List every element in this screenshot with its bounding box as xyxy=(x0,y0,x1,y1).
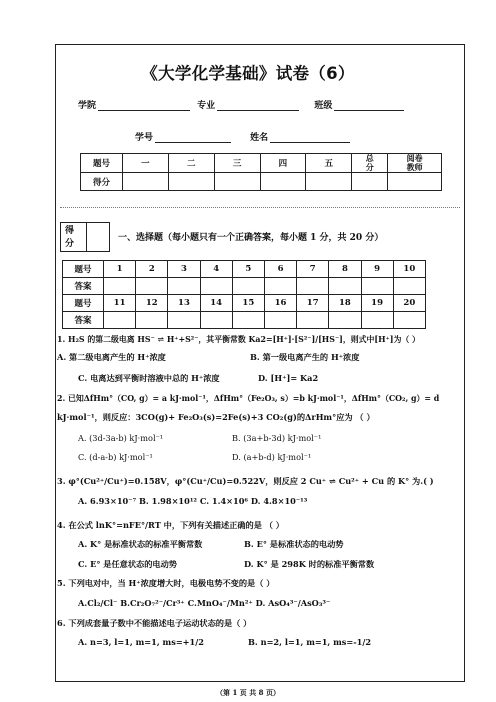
question-2: 2. 已知ΔfHm°（CO, g）= a kJ·mol⁻¹，ΔfHm°（Fe₂O₃, s）=b kJ·mol⁻¹，ΔfHm°（CO₂, g）= d xyxy=(57,394,440,403)
answer-cell[interactable] xyxy=(361,312,393,329)
question-1-option-a: A. 第二级电离产生的 H⁺浓度 xyxy=(57,352,166,362)
question-3-options: A. 6.93×10⁻⁷ B. 1.98×10¹² C. 1.4×10⁶ D. 4.8×10⁻¹³ xyxy=(78,496,308,506)
score-header-cell: 题号 xyxy=(81,154,123,173)
answer-number: 18 xyxy=(329,295,361,312)
answer-number: 19 xyxy=(361,295,393,312)
score-table xyxy=(80,153,442,191)
section-title: 一、选择题（每小题只有一个正确答案，每小题 1 分，共 20 分） xyxy=(118,233,384,243)
answer-row-label: 答案 xyxy=(63,278,104,295)
question-4-option-d: D. K° 是 298K 时的标准平衡常数 xyxy=(244,559,375,569)
answer-row-label: 题号 xyxy=(63,261,104,278)
answer-cell[interactable] xyxy=(297,278,329,295)
answer-number: 5 xyxy=(232,261,264,278)
answer-cell[interactable] xyxy=(393,278,425,295)
answer-cell[interactable] xyxy=(393,312,425,329)
score-cell[interactable] xyxy=(352,173,388,191)
answer-cell[interactable] xyxy=(232,312,264,329)
section-score-divider xyxy=(86,223,87,251)
question-4-option-b: B. E° 是标准状态的电动势 xyxy=(244,539,344,549)
answer-number: 8 xyxy=(329,261,361,278)
section-score-box xyxy=(60,222,110,252)
question-4-option-a: A. K° 是标准状态的标准平衡常数 xyxy=(78,539,203,549)
section-score-label: 得 分 xyxy=(65,226,75,249)
major-field[interactable] xyxy=(217,100,299,111)
answer-fill-row xyxy=(63,312,426,329)
answer-number: 6 xyxy=(264,261,296,278)
score-cell[interactable] xyxy=(306,173,352,191)
answer-cell[interactable] xyxy=(136,312,168,329)
answer-cell[interactable] xyxy=(136,278,168,295)
answer-row-label: 题号 xyxy=(63,295,104,312)
answer-cell[interactable] xyxy=(200,312,232,329)
page-footer: （第 1 页 共 8 页） xyxy=(216,688,280,697)
score-header-cell: 总 分 xyxy=(352,154,388,173)
student-id-field[interactable] xyxy=(155,132,231,143)
answer-cell[interactable] xyxy=(168,278,200,295)
answer-cell[interactable] xyxy=(232,278,264,295)
question-1-option-b: B. 第一级电离产生的 H⁺浓度 xyxy=(250,352,360,362)
major-label: 专业 xyxy=(197,101,216,111)
score-cell[interactable] xyxy=(122,173,168,191)
answer-fill-row xyxy=(63,278,426,295)
student-id-label: 学号 xyxy=(135,133,154,143)
question-4: 4. 在公式 lnK°=nFE°/RT 中，下列有关描述正确的是 （ ） xyxy=(57,520,284,530)
answer-number: 17 xyxy=(297,295,329,312)
question-2-option-d: D. (a+b-d) kJ·mol⁻¹ xyxy=(232,452,312,462)
question-2-option-a: A. (3d-3a-b) kJ·mol⁻¹ xyxy=(78,433,164,443)
answer-number: 20 xyxy=(393,295,425,312)
answer-row-label: 答案 xyxy=(63,312,104,329)
question-6-option-a: A. n=3, l=1, m=1, ms=+1/2 xyxy=(78,637,204,647)
question-2-option-b: B. (3a+b-3d) kJ·mol⁻¹ xyxy=(232,433,322,443)
score-cell[interactable] xyxy=(388,173,442,191)
answer-number-row xyxy=(63,295,426,312)
class-field[interactable] xyxy=(334,100,404,111)
class-label: 班级 xyxy=(314,101,333,111)
score-cell[interactable] xyxy=(260,173,306,191)
answer-number: 10 xyxy=(393,261,425,278)
question-4-option-c: C. E° 是任意状态的电动势 xyxy=(78,559,177,569)
score-header-row xyxy=(81,154,442,173)
answer-number: 9 xyxy=(361,261,393,278)
question-2-option-c: C. (d-a-b) kJ·mol⁻¹ xyxy=(78,452,153,462)
answer-number: 1 xyxy=(104,261,136,278)
answer-number: 13 xyxy=(168,295,200,312)
question-6: 6. 下列成套量子数中不能描述电子运动状态的是（ ） xyxy=(57,618,252,628)
college-field[interactable] xyxy=(98,100,190,111)
answer-cell[interactable] xyxy=(329,312,361,329)
question-5-options: A.Cl₂/Cl⁻ B.Cr₂O₇²⁻/Cr³⁺ C.MnO₄⁻/Mn²⁺ D. AsO₄³⁻/AsO₃³⁻ xyxy=(78,598,331,608)
answer-number: 15 xyxy=(232,295,264,312)
score-header-cell: 二 xyxy=(168,154,214,173)
score-header-cell: 四 xyxy=(260,154,306,173)
answer-cell[interactable] xyxy=(264,312,296,329)
answer-cell[interactable] xyxy=(361,278,393,295)
question-1-option-d: D. [H⁺]= Ka2 xyxy=(258,373,319,383)
answer-number: 14 xyxy=(200,295,232,312)
score-cell[interactable] xyxy=(168,173,214,191)
answer-cell[interactable] xyxy=(168,312,200,329)
exam-title: 《大学化学基础》试卷（6） xyxy=(141,64,355,83)
question-3: 3. φ°(Cu²⁺/Cu⁺)=0.158V，φ°(Cu⁺/Cu)=0.522V，则反应 2 Cu⁺ ⇌ Cu²⁺ + Cu 的 K° 为.( ) xyxy=(57,476,434,486)
name-field[interactable] xyxy=(270,132,350,143)
answer-number: 3 xyxy=(168,261,200,278)
score-value-row xyxy=(81,173,442,191)
name-label: 姓名 xyxy=(250,133,269,143)
score-row-label: 得分 xyxy=(81,173,123,191)
answer-number: 12 xyxy=(136,295,168,312)
answer-number-row xyxy=(63,261,426,278)
answer-number: 4 xyxy=(200,261,232,278)
question-5: 5. 下列电对中，当 H⁺浓度增大时，电极电势不变的是（ ） xyxy=(57,578,275,588)
answer-number: 11 xyxy=(104,295,136,312)
info-row-1 xyxy=(78,98,408,111)
answer-table xyxy=(62,260,426,329)
answer-cell[interactable] xyxy=(329,278,361,295)
answer-number: 2 xyxy=(136,261,168,278)
answer-cell[interactable] xyxy=(200,278,232,295)
dotted-divider xyxy=(60,207,460,208)
question-1: 1. H₂S 的第二级电离 HS⁻ ⇌ H⁺+S²⁻，其平衡常数 Ka2=[H⁺]·[S²⁻]/[HS⁻]，则式中[H⁺]为（ ） xyxy=(57,335,420,344)
answer-cell[interactable] xyxy=(104,278,136,295)
score-cell[interactable] xyxy=(214,173,260,191)
score-header-cell: 一 xyxy=(122,154,168,173)
info-row-2 xyxy=(135,130,354,143)
answer-cell[interactable] xyxy=(297,312,329,329)
question-2-continued: kJ·mol⁻¹，则反应：3CO(g)+ Fe₂O₃(s)=2Fe(s)+3 CO₂(g)的ΔrHm°应为 （ ） xyxy=(57,412,375,422)
answer-cell[interactable] xyxy=(264,278,296,295)
question-1-option-c: C. 电离达到平衡时溶液中总的 H⁺浓度 xyxy=(78,373,220,383)
score-header-cell: 阅卷 教师 xyxy=(388,154,442,173)
answer-number: 16 xyxy=(264,295,296,312)
college-label: 学院 xyxy=(78,101,97,111)
answer-number: 7 xyxy=(297,261,329,278)
question-6-option-b: B. n=2, l=1, m=1, ms=-1/2 xyxy=(248,637,372,647)
score-header-cell: 三 xyxy=(214,154,260,173)
score-header-cell: 五 xyxy=(306,154,352,173)
answer-cell[interactable] xyxy=(104,312,136,329)
